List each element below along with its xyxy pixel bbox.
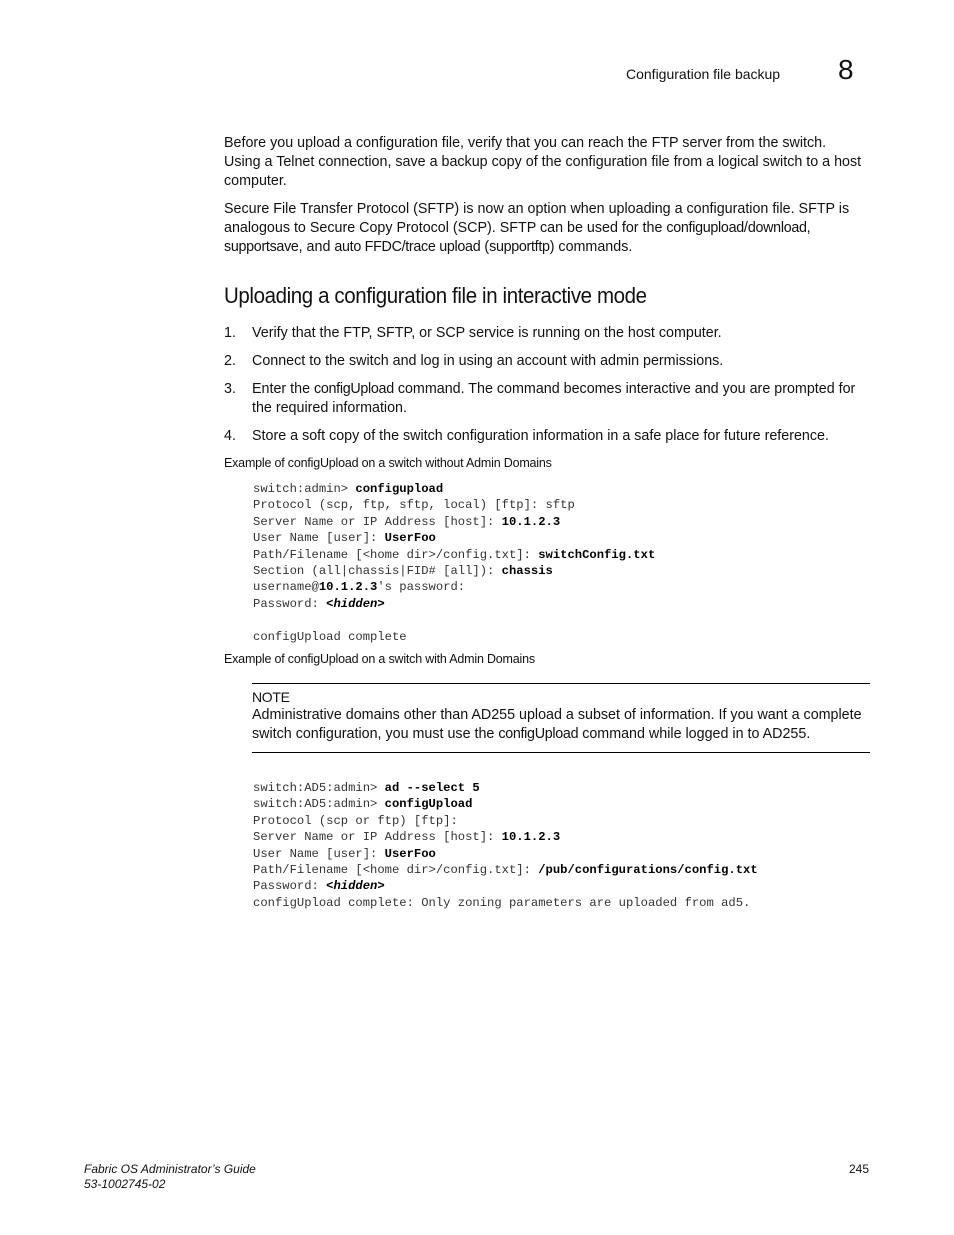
code-line: configUpload complete: Only zoning parameters are uploaded from ad5. bbox=[253, 895, 751, 910]
step-number: 2. bbox=[224, 353, 236, 369]
code-input: /pub/configurations/config.txt bbox=[538, 863, 758, 878]
code-input: 10.1.2.3 bbox=[501, 514, 561, 529]
text: ) commands. bbox=[549, 239, 633, 255]
page-footer bbox=[84, 1162, 256, 1192]
code-input: chassis bbox=[501, 564, 553, 579]
code-prompt: User Name [user]: bbox=[253, 531, 385, 546]
code-input: 10.1.2.3 bbox=[501, 830, 561, 845]
text: Administrative domains other than AD255 upload a subset of information. If you want a complete switch configuration, you must use the bbox=[252, 707, 862, 742]
step-number: 1. bbox=[224, 325, 236, 341]
text: ( bbox=[480, 239, 490, 255]
footer-page-number: 245 bbox=[849, 1162, 870, 1176]
footer-doc-number: 53-1002745-02 bbox=[84, 1177, 166, 1191]
step-text: Verify that the FTP, SFTP, or SCP service is running on the host computer. bbox=[252, 325, 722, 341]
code-input: UserFoo bbox=[384, 846, 436, 861]
code-line: Protocol (scp, ftp, sftp, local) [ftp]: sftp bbox=[253, 498, 575, 513]
chapter-number: 8 bbox=[838, 54, 854, 85]
code-input: configUpload bbox=[384, 797, 473, 812]
step-item bbox=[224, 352, 864, 371]
code-prompt: 's password: bbox=[377, 580, 466, 595]
code-input: <hidden> bbox=[326, 879, 385, 894]
code-input: ad --select 5 bbox=[384, 781, 480, 795]
command-configupload: configupload bbox=[666, 220, 744, 236]
code-prompt: Password: bbox=[253, 879, 327, 894]
code-prompt: Server Name or IP Address [host]: bbox=[253, 514, 502, 529]
code-input: configupload bbox=[355, 482, 444, 496]
code-prompt: Path/Filename [<home dir>/config.txt]: bbox=[253, 547, 539, 562]
command-configupload: configUpload bbox=[314, 381, 394, 397]
command-download: download bbox=[747, 220, 807, 236]
command-supportsave: supportsave bbox=[224, 239, 299, 255]
note-box bbox=[252, 683, 870, 753]
note-label: NOTE bbox=[252, 689, 290, 705]
example-2-code bbox=[253, 780, 758, 911]
code-prompt: Path/Filename [<home dir>/config.txt]: bbox=[253, 863, 539, 878]
step-item bbox=[224, 380, 864, 418]
code-input: switchConfig.txt bbox=[538, 547, 656, 562]
step-item bbox=[224, 324, 864, 343]
code-prompt: switch:AD5:admin> bbox=[253, 781, 385, 795]
code-line: configUpload complete bbox=[253, 629, 407, 644]
text: , and bbox=[298, 239, 335, 255]
command-ffdc-upload: auto FFDC/trace upload bbox=[334, 239, 481, 255]
section-heading: Uploading a configuration file in interactive mode bbox=[224, 283, 647, 308]
code-line: Protocol (scp or ftp) [ftp]: bbox=[253, 813, 458, 828]
step-text: Store a soft copy of the switch configuration information in a safe place for future reference. bbox=[252, 428, 829, 444]
footer-guide-title: Fabric OS Administrator’s Guide bbox=[84, 1162, 256, 1176]
command-supportftp: supportftp bbox=[489, 239, 550, 255]
code-input: 10.1.2.3 bbox=[318, 580, 378, 595]
step-number: 3. bbox=[224, 381, 236, 397]
code-prompt: switch:admin> bbox=[253, 482, 356, 496]
running-header-title: Configuration file backup bbox=[626, 66, 781, 82]
code-prompt: Password: bbox=[253, 596, 327, 611]
step-text: Connect to the switch and log in using an account with admin permissions. bbox=[252, 353, 724, 369]
code-input: UserFoo bbox=[384, 531, 436, 546]
example-1-title: Example of configUpload on a switch without Admin Domains bbox=[224, 456, 552, 470]
text: Secure File Transfer Protocol (SFTP) is now an option when uploading a configuration file. SFTP is analogous to Secure Copy Protocol (SCP). SFTP can be used for the bbox=[224, 201, 850, 236]
intro-paragraph-1: Before you upload a configuration file, verify that you can reach the FTP server from the switch. Using a Telnet connection, save a backup copy of the configuration file from a logical switch to a host computer. bbox=[224, 135, 862, 189]
steps-list bbox=[224, 324, 864, 446]
step-text: Enter the bbox=[252, 381, 314, 397]
step-item bbox=[224, 427, 864, 446]
note-text bbox=[252, 706, 870, 744]
text: / bbox=[743, 220, 748, 236]
example-1-code bbox=[253, 481, 655, 645]
code-prompt: Section (all|chassis|FID# [all]): bbox=[253, 564, 502, 579]
code-prompt: User Name [user]: bbox=[253, 846, 385, 861]
code-prompt: switch:AD5:admin> bbox=[253, 797, 385, 812]
command-configupload: configUpload bbox=[498, 726, 579, 742]
step-text: command. The command becomes interactive and you are prompted for the required information. bbox=[252, 381, 856, 416]
text: , bbox=[806, 220, 811, 236]
example-2-title: Example of configUpload on a switch with Admin Domains bbox=[224, 652, 535, 666]
code-input: <hidden> bbox=[326, 596, 385, 611]
code-prompt: username@ bbox=[253, 580, 319, 595]
intro-paragraph-2 bbox=[224, 200, 864, 257]
step-number: 4. bbox=[224, 428, 236, 444]
text: command while logged in to AD255. bbox=[578, 726, 811, 742]
code-prompt: Server Name or IP Address [host]: bbox=[253, 830, 502, 845]
